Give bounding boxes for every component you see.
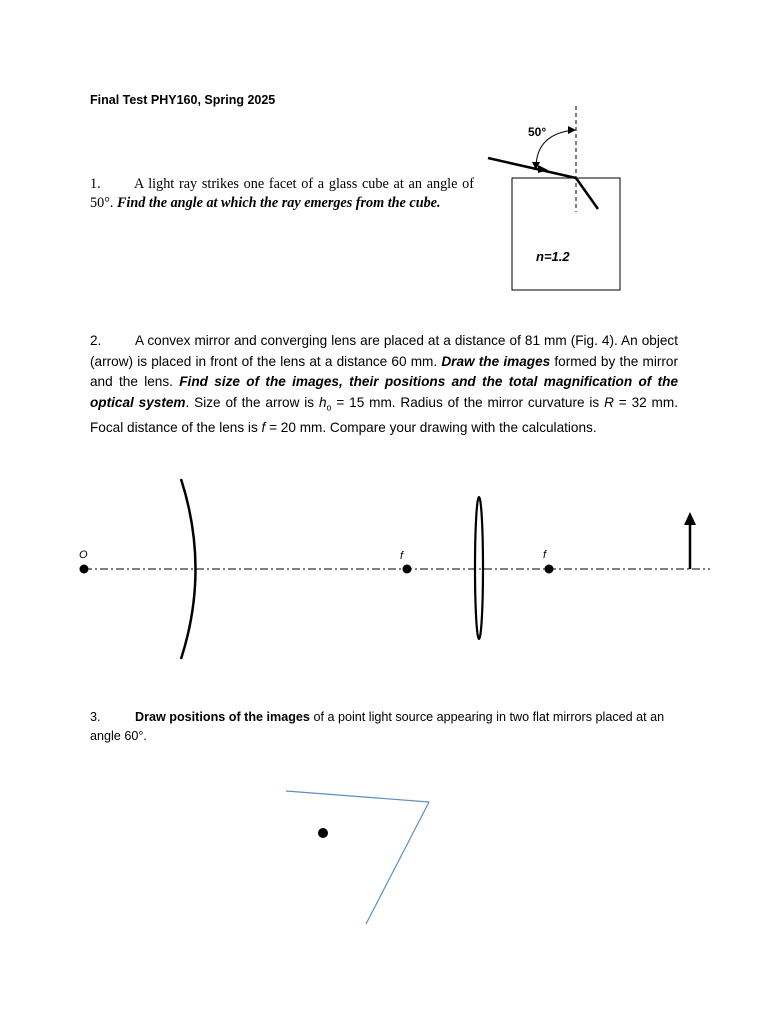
problem-2-text-2: formed by the mirror and the lens. xyxy=(90,353,679,389)
problem-1-task: Find the angle at which the ray emerges from the cube. xyxy=(116,195,441,211)
arc-arrowhead xyxy=(568,126,576,134)
problem-1-text xyxy=(90,175,474,213)
problem-3-text xyxy=(90,708,690,746)
problem-1-number: 1. xyxy=(90,176,101,192)
angle-label: 50° xyxy=(528,125,547,139)
problem-2-text-4: = 15 mm. Radius of the mirror curvature is xyxy=(331,394,605,410)
focal-point-right xyxy=(545,565,554,574)
refractive-index-label: n=1.2 xyxy=(536,249,570,264)
problem-1-statement: A light ray strikes one facet of a glass cube at an angle of 50°. xyxy=(90,176,474,211)
refracted-ray xyxy=(576,178,598,209)
object-arrow-head xyxy=(684,512,696,525)
point-O xyxy=(80,565,89,574)
page-title: Final Test PHY160, Spring 2025 xyxy=(90,93,276,107)
glass-cube xyxy=(512,178,620,290)
two-mirrors-figure xyxy=(270,780,450,940)
problem-2-task-draw: Draw the images xyxy=(441,353,551,369)
label-O: O xyxy=(79,549,88,561)
var-h-subscript: o xyxy=(326,402,332,413)
mirror-slanted xyxy=(366,802,429,924)
problem-2-task-find: Find size of the images, their positions and the total magnification of the optical system xyxy=(90,374,678,410)
problem-2-number: 2. xyxy=(90,333,102,348)
problem-3-number: 3. xyxy=(90,710,101,724)
problem-2-text-3: . Size of the arrow is xyxy=(185,394,319,410)
label-f-right: f xyxy=(543,549,547,561)
converging-lens xyxy=(475,497,483,639)
incident-ray xyxy=(488,158,576,178)
problem-3-task: Draw positions of the images xyxy=(135,710,310,724)
problem-2-text xyxy=(90,331,678,438)
var-R: R xyxy=(604,394,614,410)
point-light-source xyxy=(318,828,328,838)
optical-system-figure xyxy=(70,470,720,670)
var-f: f xyxy=(261,419,266,435)
problem-2-setup: A convex mirror and converging lens are placed at a distance of 81 mm (Fig. 4). An object (arrow) is placed in front of the lens at a distance 60 mm. xyxy=(90,333,678,369)
problem-3-rest: of a point light source appearing in two flat mirrors placed at an angle 60°. xyxy=(90,710,665,743)
problem-2-text-5: = 32 mm. Focal distance of the lens is xyxy=(90,394,678,435)
problem-2-text-6: = 20 mm. Compare your drawing with the calculations. xyxy=(265,419,597,435)
focal-point-left xyxy=(403,565,412,574)
glass-cube-figure xyxy=(480,100,640,300)
label-f-left: f xyxy=(400,550,404,562)
var-h: h xyxy=(318,394,327,410)
mirror-top xyxy=(286,791,429,802)
